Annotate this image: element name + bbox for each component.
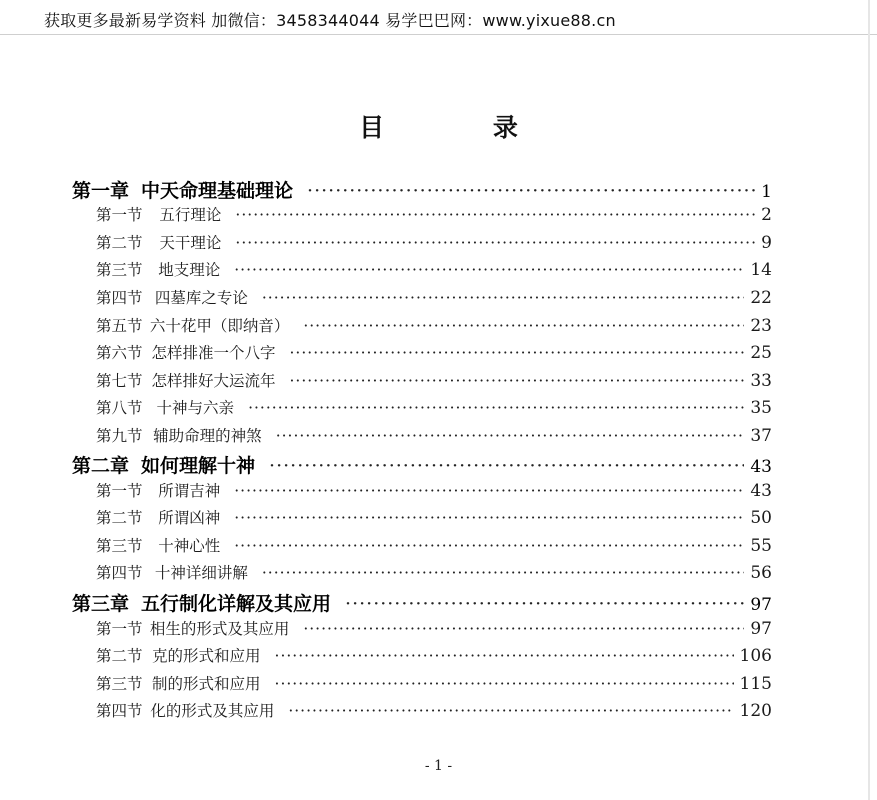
toc-section-row: [96, 534, 772, 556]
toc-dot-leader: [288, 702, 733, 720]
toc-section-number: 第八节: [96, 399, 143, 417]
toc-dot-leader: [235, 234, 755, 252]
toc-section-title: 相生的形式及其应用: [149, 620, 290, 638]
toc-dot-leader: [269, 455, 744, 477]
toc-section-title: 化的形式及其应用: [150, 702, 275, 720]
toc-section-title: 十神心性: [158, 537, 221, 555]
toc-dot-leader: [290, 344, 745, 362]
toc-section-number: 第三节: [96, 675, 143, 693]
toc-section-title: 四墓库之专论: [154, 289, 248, 307]
toc-section-row: [96, 341, 772, 363]
toc-section-number: 第二节: [96, 234, 143, 252]
toc-section-row: [96, 231, 772, 253]
toc-section-title: 辅助命理的神煞: [153, 427, 262, 445]
toc-section-title: 天干理论: [159, 234, 222, 252]
toc-dot-leader: [307, 180, 755, 202]
toc-section-title: 制的形式和应用: [152, 675, 261, 693]
toc-chapter-row: [72, 176, 772, 203]
toc-dot-leader: [248, 399, 744, 417]
toc-section-number: 第四节: [96, 702, 143, 720]
toc-dot-leader: [262, 289, 744, 307]
toc-dot-leader: [234, 261, 744, 279]
toc-section-title: 怎样排准一个八字: [151, 344, 276, 362]
toc-dot-leader: [275, 675, 734, 693]
toc-page-number: 33: [750, 371, 772, 391]
toc-page-number: 115: [739, 674, 772, 694]
toc-section-number: 第二节: [96, 509, 143, 527]
page-title: 目 录: [359, 113, 568, 142]
toc-section-number: 第一节: [96, 206, 143, 224]
toc-section-title: 所谓吉神: [158, 482, 221, 500]
toc-section-number: 第三节: [96, 261, 143, 279]
toc-section-row: [96, 286, 772, 308]
toc-section-title: 六十花甲（即纳音）: [149, 317, 290, 335]
toc-section-row: [96, 203, 772, 225]
toc-page-number: 23: [750, 316, 772, 336]
toc-page-number: 14: [750, 260, 772, 280]
toc-section-row: [96, 258, 772, 280]
toc-section-number: 第三节: [96, 537, 143, 555]
toc-page-number: 22: [750, 288, 772, 308]
toc-page-number: 120: [739, 701, 772, 721]
toc-dot-leader: [303, 317, 744, 335]
toc-page-number: 55: [750, 536, 772, 556]
toc-dot-leader: [234, 482, 744, 500]
toc-section-title: 五行理论: [159, 206, 222, 224]
toc-section-row: [96, 479, 772, 501]
toc-page-number: 25: [750, 343, 772, 363]
toc-section-row: [96, 644, 772, 666]
toc-section-number: 第七节: [96, 372, 143, 390]
toc-page-number: 106: [739, 646, 772, 666]
toc-chapter-title: 如何理解十神: [141, 455, 256, 477]
toc-section-title: 地支理论: [158, 261, 221, 279]
toc-section-number: 第四节: [96, 289, 143, 307]
toc-section-row: [96, 561, 772, 583]
toc-chapter-title: 五行制化详解及其应用: [141, 593, 332, 615]
toc-dot-leader: [262, 564, 744, 582]
toc-section-title: 所谓凶神: [158, 509, 221, 527]
toc-section-number: 第九节: [96, 427, 143, 445]
toc-section-number: 第一节: [96, 620, 143, 638]
toc-page-number: 9: [761, 233, 772, 253]
toc-section-row: [96, 699, 772, 721]
toc-section-row: [96, 314, 772, 336]
toc-page-number: 2: [761, 205, 772, 225]
toc-chapter-number: 第一章: [72, 180, 130, 202]
toc-section-number: 第二节: [96, 647, 143, 665]
toc-page-number: 97: [750, 595, 772, 615]
toc-section-number: 第五节: [96, 317, 143, 335]
toc-section-title: 怎样排好大运流年: [151, 372, 276, 390]
toc-chapter-title: 中天命理基础理论: [141, 180, 294, 202]
toc-dot-leader: [234, 537, 744, 555]
toc-section-row: [96, 424, 772, 446]
toc-page-number: 50: [750, 508, 772, 528]
toc-chapter-row: [72, 589, 772, 616]
toc-page-number: 97: [750, 619, 772, 639]
toc-section-title: 十神与六亲: [156, 399, 235, 417]
toc-section-number: 第六节: [96, 344, 143, 362]
toc-section-row: [96, 396, 772, 418]
toc-chapter-number: 第二章: [72, 455, 130, 477]
toc-section-row: [96, 617, 772, 639]
toc-dot-leader: [235, 206, 755, 224]
toc-page-number: 43: [750, 457, 772, 477]
toc-page-number: 56: [750, 563, 772, 583]
page-number: - 1 -: [424, 758, 453, 774]
toc-dot-leader: [345, 593, 744, 615]
toc-page-number: 1: [761, 182, 772, 202]
toc-section-row: [96, 506, 772, 528]
toc-dot-leader: [290, 372, 745, 390]
toc-dot-leader: [276, 427, 745, 445]
toc-section-title: 十神详细讲解: [154, 564, 248, 582]
toc-dot-leader: [303, 620, 744, 638]
toc-chapter-row: [72, 451, 772, 478]
toc-dot-leader: [234, 509, 744, 527]
header-banner: 获取更多最新易学资料 加微信：3458344044 易学巴巴网：www.yixue88.cn: [44, 11, 616, 30]
toc-page-number: 37: [750, 426, 772, 446]
toc-section-title: 克的形式和应用: [152, 647, 261, 665]
toc-section-number: 第一节: [96, 482, 143, 500]
toc-chapter-number: 第三章: [72, 593, 130, 615]
toc-dot-leader: [275, 647, 734, 665]
toc-page-number: 35: [750, 398, 772, 418]
toc-page-number: 43: [750, 481, 772, 501]
toc-section-row: [96, 672, 772, 694]
toc-section-number: 第四节: [96, 564, 143, 582]
toc-section-row: [96, 369, 772, 391]
